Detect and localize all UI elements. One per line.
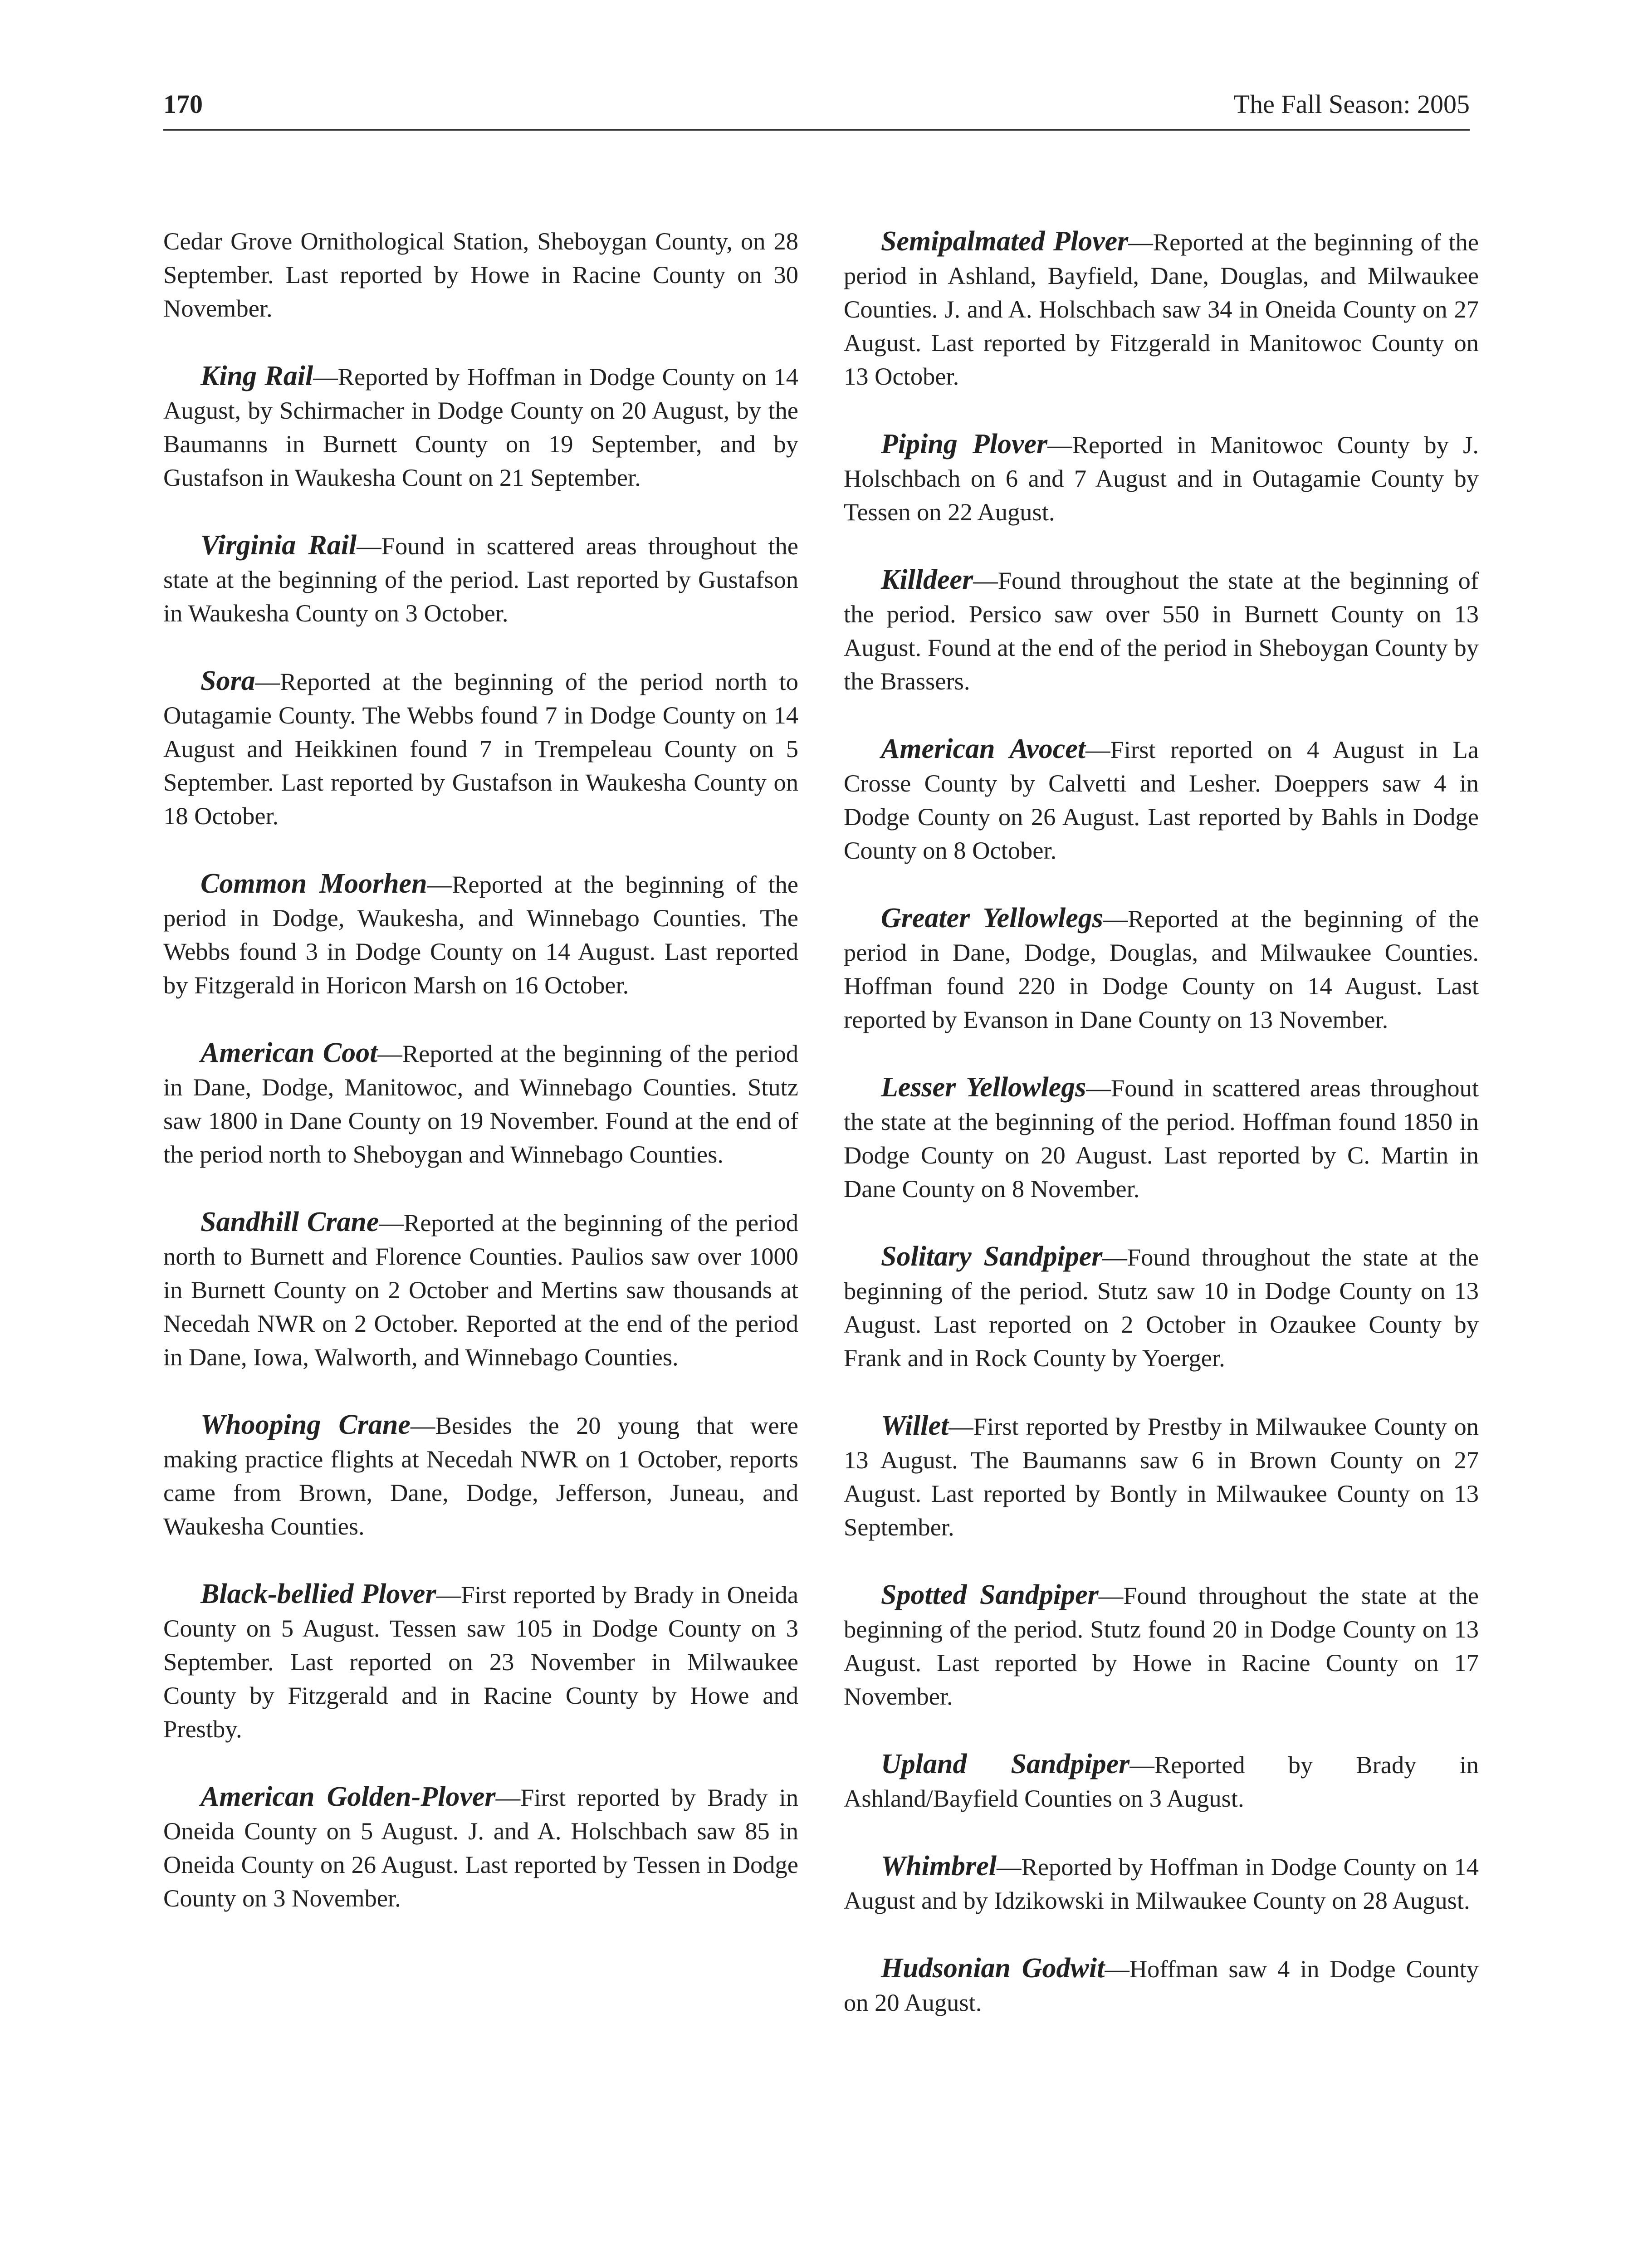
account-text: —Reported by Brady in Ashland/Bayfield Counties on 3 August. <box>844 1751 1479 1812</box>
species-account <box>163 225 798 325</box>
account-text: —Hoffman saw 4 in Dodge County on 20 August. <box>844 1955 1479 2016</box>
species-account <box>163 528 798 630</box>
species-name: Killdeer <box>881 564 973 595</box>
species-account <box>163 867 798 1002</box>
account-text: Cedar Grove Ornithological Station, Sheboygan County, on 28 September. Last reported by Howe in Racine County on 30 November. <box>163 227 798 322</box>
account-text: —Reported at the beginning of the period north to Outagamie County. The Webbs found 7 in Dodge County on 14 August and Heikkinen found 7 in Trempeleau County on 5 September. Last reported by Gustafson in Waukesha County on 18 October. <box>163 668 798 830</box>
account-text: —Reported in Manitowoc County by J. Holschbach on 6 and 7 August and in Outagamie County by Tessen on 22 August. <box>844 431 1479 526</box>
species-account <box>844 1409 1479 1544</box>
species-name: Greater Yellowlegs <box>881 903 1103 934</box>
species-name: American Avocet <box>881 733 1086 764</box>
account-text: —Reported at the beginning of the period in Ashland, Bayfield, Dane, Douglas, and Milwaukee Counties. J. and A. Holschbach saw 34 in Oneida County on 27 August. Last reported by Fitzgerald in Manitowoc County on 13 October. <box>844 228 1479 390</box>
species-name: Virginia Rail <box>200 530 357 561</box>
account-text: —Found in scattered areas throughout the state at the beginning of the period. Last reported by Gustafson in Waukesha County on 3 October. <box>163 532 798 627</box>
species-account <box>163 1577 798 1746</box>
running-title: The Fall Season: 2005 <box>1233 89 1470 119</box>
account-text: —First reported by Brady in Oneida County on 5 August. J. and A. Holschbach saw 85 in Oneida County on 26 August. Last reported by Tessen in Dodge County on 3 November. <box>163 1784 798 1912</box>
account-text: —Reported by Hoffman in Dodge County on 14 August and by Idzikowski in Milwaukee County on 28 August. <box>844 1853 1479 1914</box>
account-text: —Reported at the beginning of the period in Dane, Dodge, Douglas, and Milwaukee Counties. Hoffman found 220 in Dodge County on 14 August. Last reported by Evanson in Dane County on 13 November. <box>844 905 1479 1033</box>
species-account <box>844 1747 1479 1815</box>
species-account <box>163 359 798 494</box>
species-name: Lesser Yellowlegs <box>881 1072 1086 1103</box>
species-account <box>163 1036 798 1171</box>
species-name: Sandhill Crane <box>200 1207 379 1237</box>
species-name: Sora <box>200 665 255 696</box>
account-text: —Found throughout the state at the beginning of the period. Stutz found 20 in Dodge County on 13 August. Last reported by Howe in Racine County on 17 November. <box>844 1582 1479 1710</box>
species-account <box>163 1780 798 1915</box>
species-account <box>844 1951 1479 2019</box>
species-account <box>844 732 1479 867</box>
account-text: —Reported by Hoffman in Dodge County on 14 August, by Schirmacher in Dodge County on 20 August, by the Baumanns in Burnett County on 19 September, and by Gustafson in Waukesha Count on 21 September. <box>163 363 798 491</box>
species-name: Spotted Sandpiper <box>881 1579 1099 1610</box>
account-text: —Reported at the beginning of the period in Dodge, Waukesha, and Winnebago Counties. The Webbs found 3 in Dodge County on 14 August. Last reported by Fitzgerald in Horicon Marsh on 16 October. <box>163 870 798 999</box>
account-text: —Found throughout the state at the beginning of the period. Stutz saw 10 in Dodge County on 13 August. Last reported on 2 October in Ozaukee County by Frank and in Rock County by Yoerger. <box>844 1243 1479 1372</box>
species-account <box>163 1205 798 1374</box>
account-text: —Besides the 20 young that were making practice flights at Necedah NWR on 1 October, reports came from Brown, Dane, Dodge, Jefferson, Juneau, and Waukesha Counties. <box>163 1412 798 1540</box>
left-column <box>163 225 798 1949</box>
species-name: King Rail <box>200 361 313 391</box>
account-text: —First reported on 4 August in La Crosse County by Calvetti and Lesher. Doeppers saw 4 in Dodge County on 26 August. Last reported by Bahls in Dodge County on 8 October. <box>844 736 1479 864</box>
species-name: Whooping Crane <box>200 1409 411 1440</box>
species-account <box>163 664 798 833</box>
species-account <box>844 563 1479 698</box>
species-name: Black-bellied Plover <box>200 1579 436 1609</box>
account-text: —Found throughout the state at the beginning of the period. Persico saw over 550 in Burnett County on 13 August. Found at the end of the period in Sheboygan County by the Brassers. <box>844 567 1479 695</box>
species-account <box>844 225 1479 393</box>
species-account <box>163 1408 798 1543</box>
species-name: Upland Sandpiper <box>881 1749 1130 1779</box>
account-text: —Reported at the beginning of the period in Dane, Dodge, Manitowoc, and Winnebago Counties. Stutz saw 1800 in Dane County on 19 November. Found at the end of the period north to Sheboygan and Winnebago Counties. <box>163 1040 798 1168</box>
species-name: Common Moorhen <box>200 868 427 899</box>
species-name: American Golden-Plover <box>200 1781 496 1812</box>
account-text: —Found in scattered areas throughout the state at the beginning of the period. Hoffman found 1850 in Dodge County on 20 August. Last reported by C. Martin in Dane County on 8 November. <box>844 1074 1479 1202</box>
species-account <box>844 1070 1479 1206</box>
species-account <box>844 1578 1479 1713</box>
species-name: Willet <box>881 1410 949 1441</box>
page-header <box>163 86 1470 131</box>
species-name: Semipalmated Plover <box>881 226 1129 257</box>
species-name: Hudsonian Godwit <box>881 1953 1105 1984</box>
species-name: American Coot <box>200 1037 378 1068</box>
species-name: Whimbrel <box>881 1851 997 1882</box>
account-text: —Reported at the beginning of the period north to Burnett and Florence Counties. Paulios saw over 1000 in Burnett County on 2 October and Mertins saw thousands at Necedah NWR on 2 October. Reported at the end of the period in Dane, Iowa, Walworth, and Winnebago Counties. <box>163 1209 798 1371</box>
species-account <box>844 1849 1479 1917</box>
page-number: 170 <box>163 89 203 119</box>
account-text: —First reported by Prestby in Milwaukee County on 13 August. The Baumanns saw 6 in Brown County on 27 August. Last reported by Bontly in Milwaukee County on 13 September. <box>844 1413 1479 1541</box>
species-account <box>844 901 1479 1036</box>
right-column <box>844 225 1479 2053</box>
species-name: Solitary Sandpiper <box>881 1241 1103 1272</box>
species-name: Piping Plover <box>881 429 1048 459</box>
account-text: —First reported by Brady in Oneida County on 5 August. Tessen saw 105 in Dodge County on 3 September. Last reported on 23 November in Milwaukee County by Fitzgerald and in Racine County by Howe and Prestby. <box>163 1581 798 1743</box>
species-account <box>844 427 1479 529</box>
species-account <box>844 1240 1479 1375</box>
